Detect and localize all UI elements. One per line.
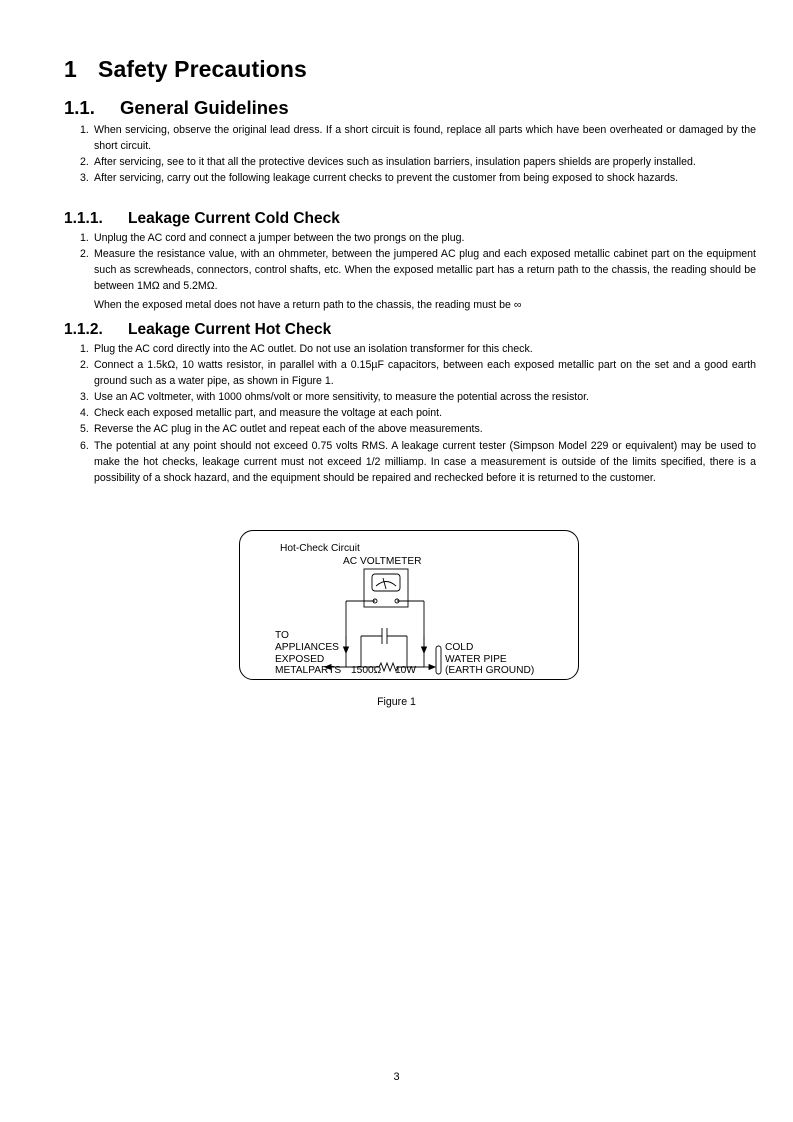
hot-check-heading: [64, 321, 331, 339]
section-number: 1: [64, 56, 77, 82]
list-item-text: Check each exposed metallic part, and measure the voltage at each point.: [94, 407, 443, 420]
list-item-number: 4.: [80, 407, 89, 420]
label-water-pipe: WATER PIPE: [445, 654, 507, 665]
voltmeter-label: AC VOLTMETER: [343, 556, 422, 567]
label-appliances: APPLIANCES: [275, 642, 339, 653]
cold-check-note: When the exposed metal does not have a return path to the chassis, the reading must be ∞: [94, 299, 522, 311]
list-item-text: Reverse the AC plug in the AC outlet and repeat each of the above measurements.: [94, 423, 483, 436]
list-item-number: 1.: [80, 232, 89, 244]
list-item-text: After servicing, carry out the following leakage current checks to prevent the customer from being exposed to shock hazards.: [94, 172, 679, 185]
label-cold: COLD: [445, 642, 474, 653]
label-exposed: EXPOSED: [275, 654, 325, 665]
general-guidelines-number: 1.1.: [64, 97, 95, 118]
list-item-number: 2.: [80, 156, 89, 169]
list-item-number: 6.: [80, 439, 89, 452]
list-item-number: 1.: [80, 124, 89, 136]
cold-check-heading: [64, 210, 340, 228]
list-item: [64, 438, 756, 486]
label-metalparts: METALPARTS: [275, 665, 342, 676]
cold-check-list: [64, 230, 756, 294]
page-number: 3: [393, 1071, 400, 1083]
general-guidelines-list: [64, 122, 756, 186]
general-guidelines-title: General Guidelines: [120, 97, 289, 118]
list-item-number: 3.: [80, 391, 89, 404]
circuit-wiring: [346, 601, 424, 671]
list-item: [64, 357, 756, 389]
general-guidelines-heading: [64, 97, 289, 119]
list-item-number: 3.: [80, 172, 89, 185]
figure-caption: Figure 1: [377, 696, 416, 708]
water-pipe-icon: [436, 646, 441, 674]
list-item-text: Plug the AC cord directly into the AC outlet. Do not use an isolation transformer for this check.: [94, 343, 533, 355]
hot-check-list: [64, 341, 756, 486]
list-item-text: Connect a 1.5kΩ, 10 watts resistor, in parallel with a 0.15µF capacitors, between each exposed metallic part on the set and a good earth ground such as a water pipe, as shown in Figure 1.: [94, 359, 756, 388]
figure-title: Hot-Check Circuit: [280, 543, 360, 554]
list-item-text: After servicing, see to it that all the protective devices such as insulation barriers, insulation papers shields are properly installed.: [94, 156, 696, 169]
hot-check-circuit-diagram: [239, 530, 579, 680]
label-earth-ground: (EARTH GROUND): [445, 665, 535, 676]
hot-check-title: Leakage Current Hot Check: [128, 321, 332, 338]
resistor-value-label: 1500Ω: [351, 665, 382, 676]
list-item: [64, 170, 756, 186]
list-item: [64, 230, 756, 246]
list-item: [64, 389, 756, 405]
list-item: [64, 122, 756, 154]
list-item: [64, 405, 756, 421]
list-item-number: 1.: [80, 343, 89, 355]
list-item-text: Unplug the AC cord and connect a jumper between the two prongs on the plug.: [94, 232, 465, 244]
list-item-number: 5.: [80, 423, 89, 436]
section-title: Safety Precautions: [98, 56, 307, 82]
cold-check-title: Leakage Current Cold Check: [128, 210, 340, 227]
list-item-text: Measure the resistance value, with an ohmmeter, between the jumpered AC plug and each exposed metallic cabinet part on the equipment such as screwheads, connectors, control shafts, etc. When the exposed metallic part has a return path to the chassis, the reading should be between 1MΩ and 5.2MΩ.: [94, 248, 756, 293]
list-item: [64, 246, 756, 294]
list-item-text: The potential at any point should not exceed 0.75 volts RMS. A leakage current tester (Simpson Model 229 or equivalent) may be used to make the hot checks, leakage current must not exceed 1/2 milliamp. In case a measurement is outside of the limits specified, there is a possibility of a shock hazard, and the equipment should be repaired and rechecked before it is returned to the customer.: [94, 439, 756, 484]
list-item-text: Use an AC voltmeter, with 1000 ohms/volt or more sensitivity, to measure the potential across the resistor.: [94, 391, 589, 404]
resistor-watts-label: 10W: [395, 665, 416, 676]
list-item: [64, 421, 756, 437]
label-to: TO: [275, 630, 289, 641]
list-item: [64, 154, 756, 170]
hot-check-number: 1.1.2.: [64, 321, 103, 338]
cold-check-number: 1.1.1.: [64, 210, 103, 227]
list-item-text: When servicing, observe the original lead dress. If a short circuit is found, replace all parts which have been overheated or damaged by the short circuit.: [94, 124, 756, 153]
list-item: [64, 341, 756, 357]
list-item-number: 2.: [80, 359, 89, 372]
section-heading: [64, 56, 307, 83]
list-item-number: 2.: [80, 248, 89, 261]
